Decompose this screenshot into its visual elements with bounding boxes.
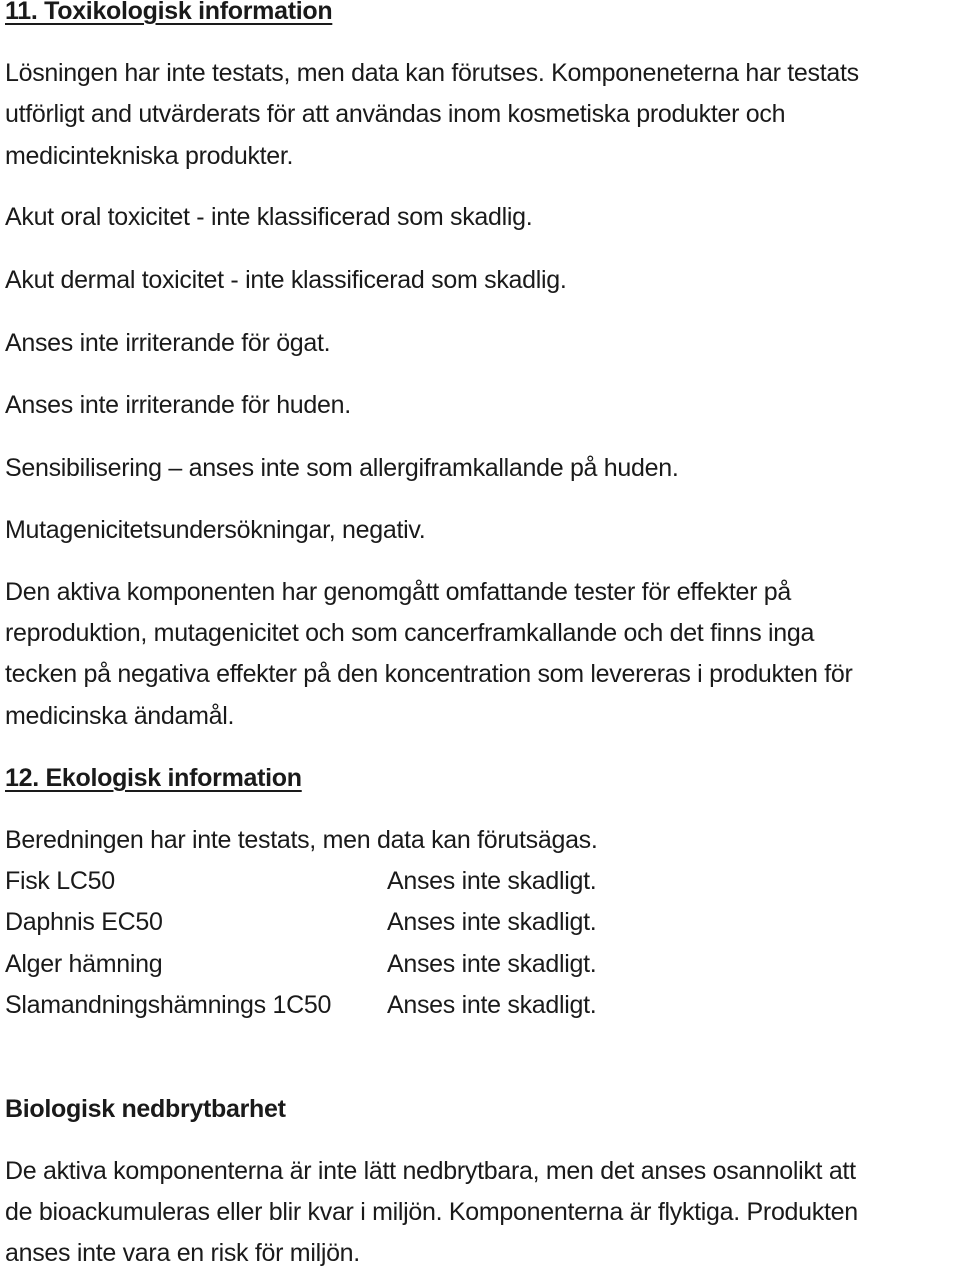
mutagenicity-statement: Mutagenicitetsundersökningar, negativ.: [5, 516, 426, 544]
section-11-detail-line: tecken på negativa effekter på den koncentration som levereras i produkten för: [5, 660, 853, 688]
biodegradability-heading: Biologisk nedbrytbarhet: [5, 1095, 286, 1123]
section-12-intro: Beredningen har inte testats, men data kan förutsägas.: [5, 826, 598, 854]
section-11-detail-line: reproduktion, mutagenicitet och som cancerframkallande och det finns inga: [5, 619, 815, 647]
ecotox-test-name: Daphnis EC50: [5, 908, 163, 936]
dermal-toxicity-statement: Akut dermal toxicitet - inte klassificerad som skadlig.: [5, 266, 567, 294]
ecotox-table-row: [5, 949, 955, 979]
section-11-intro-line: Lösningen har inte testats, men data kan förutses. Komponeneterna har testats: [5, 59, 859, 87]
biodegradability-line: De aktiva komponenterna är inte lätt nedbrytbara, men det anses osannolikt att: [5, 1157, 856, 1185]
biodegradability-line: de bioackumuleras eller blir kvar i miljön. Komponenterna är flyktiga. Produkten: [5, 1198, 858, 1226]
ecotox-test-name: Slamandningshämnings 1C50: [5, 991, 332, 1019]
skin-irritation-statement: Anses inte irriterande för huden.: [5, 391, 351, 419]
section-11-intro-line: medicintekniska produkter.: [5, 142, 294, 170]
section-11-intro-line: utförligt and utvärderats för att användas inom kosmetiska produkter och: [5, 100, 786, 128]
ecotox-table-row: [5, 866, 955, 896]
ecotox-table-row: [5, 990, 955, 1020]
section-12-heading: 12. Ekologisk information: [5, 764, 302, 792]
section-11-heading: 11. Toxikologisk information: [5, 0, 333, 25]
ecotox-test-name: Fisk LC50: [5, 867, 115, 895]
oral-toxicity-statement: Akut oral toxicitet - inte klassificerad som skadlig.: [5, 203, 533, 231]
ecotox-table-row: [5, 907, 955, 937]
ecotox-test-result: Anses inte skadligt.: [387, 991, 597, 1019]
section-11-detail-line: medicinska ändamål.: [5, 702, 235, 730]
sensitisation-statement: Sensibilisering – anses inte som allergiframkallande på huden.: [5, 454, 679, 482]
ecotox-test-name: Alger hämning: [5, 950, 163, 978]
ecotox-test-result: Anses inte skadligt.: [387, 950, 597, 978]
section-11-detail-line: Den aktiva komponenten har genomgått omfattande tester för effekter på: [5, 578, 791, 606]
eye-irritation-statement: Anses inte irriterande för ögat.: [5, 329, 331, 357]
ecotox-test-result: Anses inte skadligt.: [387, 908, 597, 936]
ecotox-test-result: Anses inte skadligt.: [387, 867, 597, 895]
biodegradability-line: anses inte vara en risk för miljön.: [5, 1239, 360, 1267]
